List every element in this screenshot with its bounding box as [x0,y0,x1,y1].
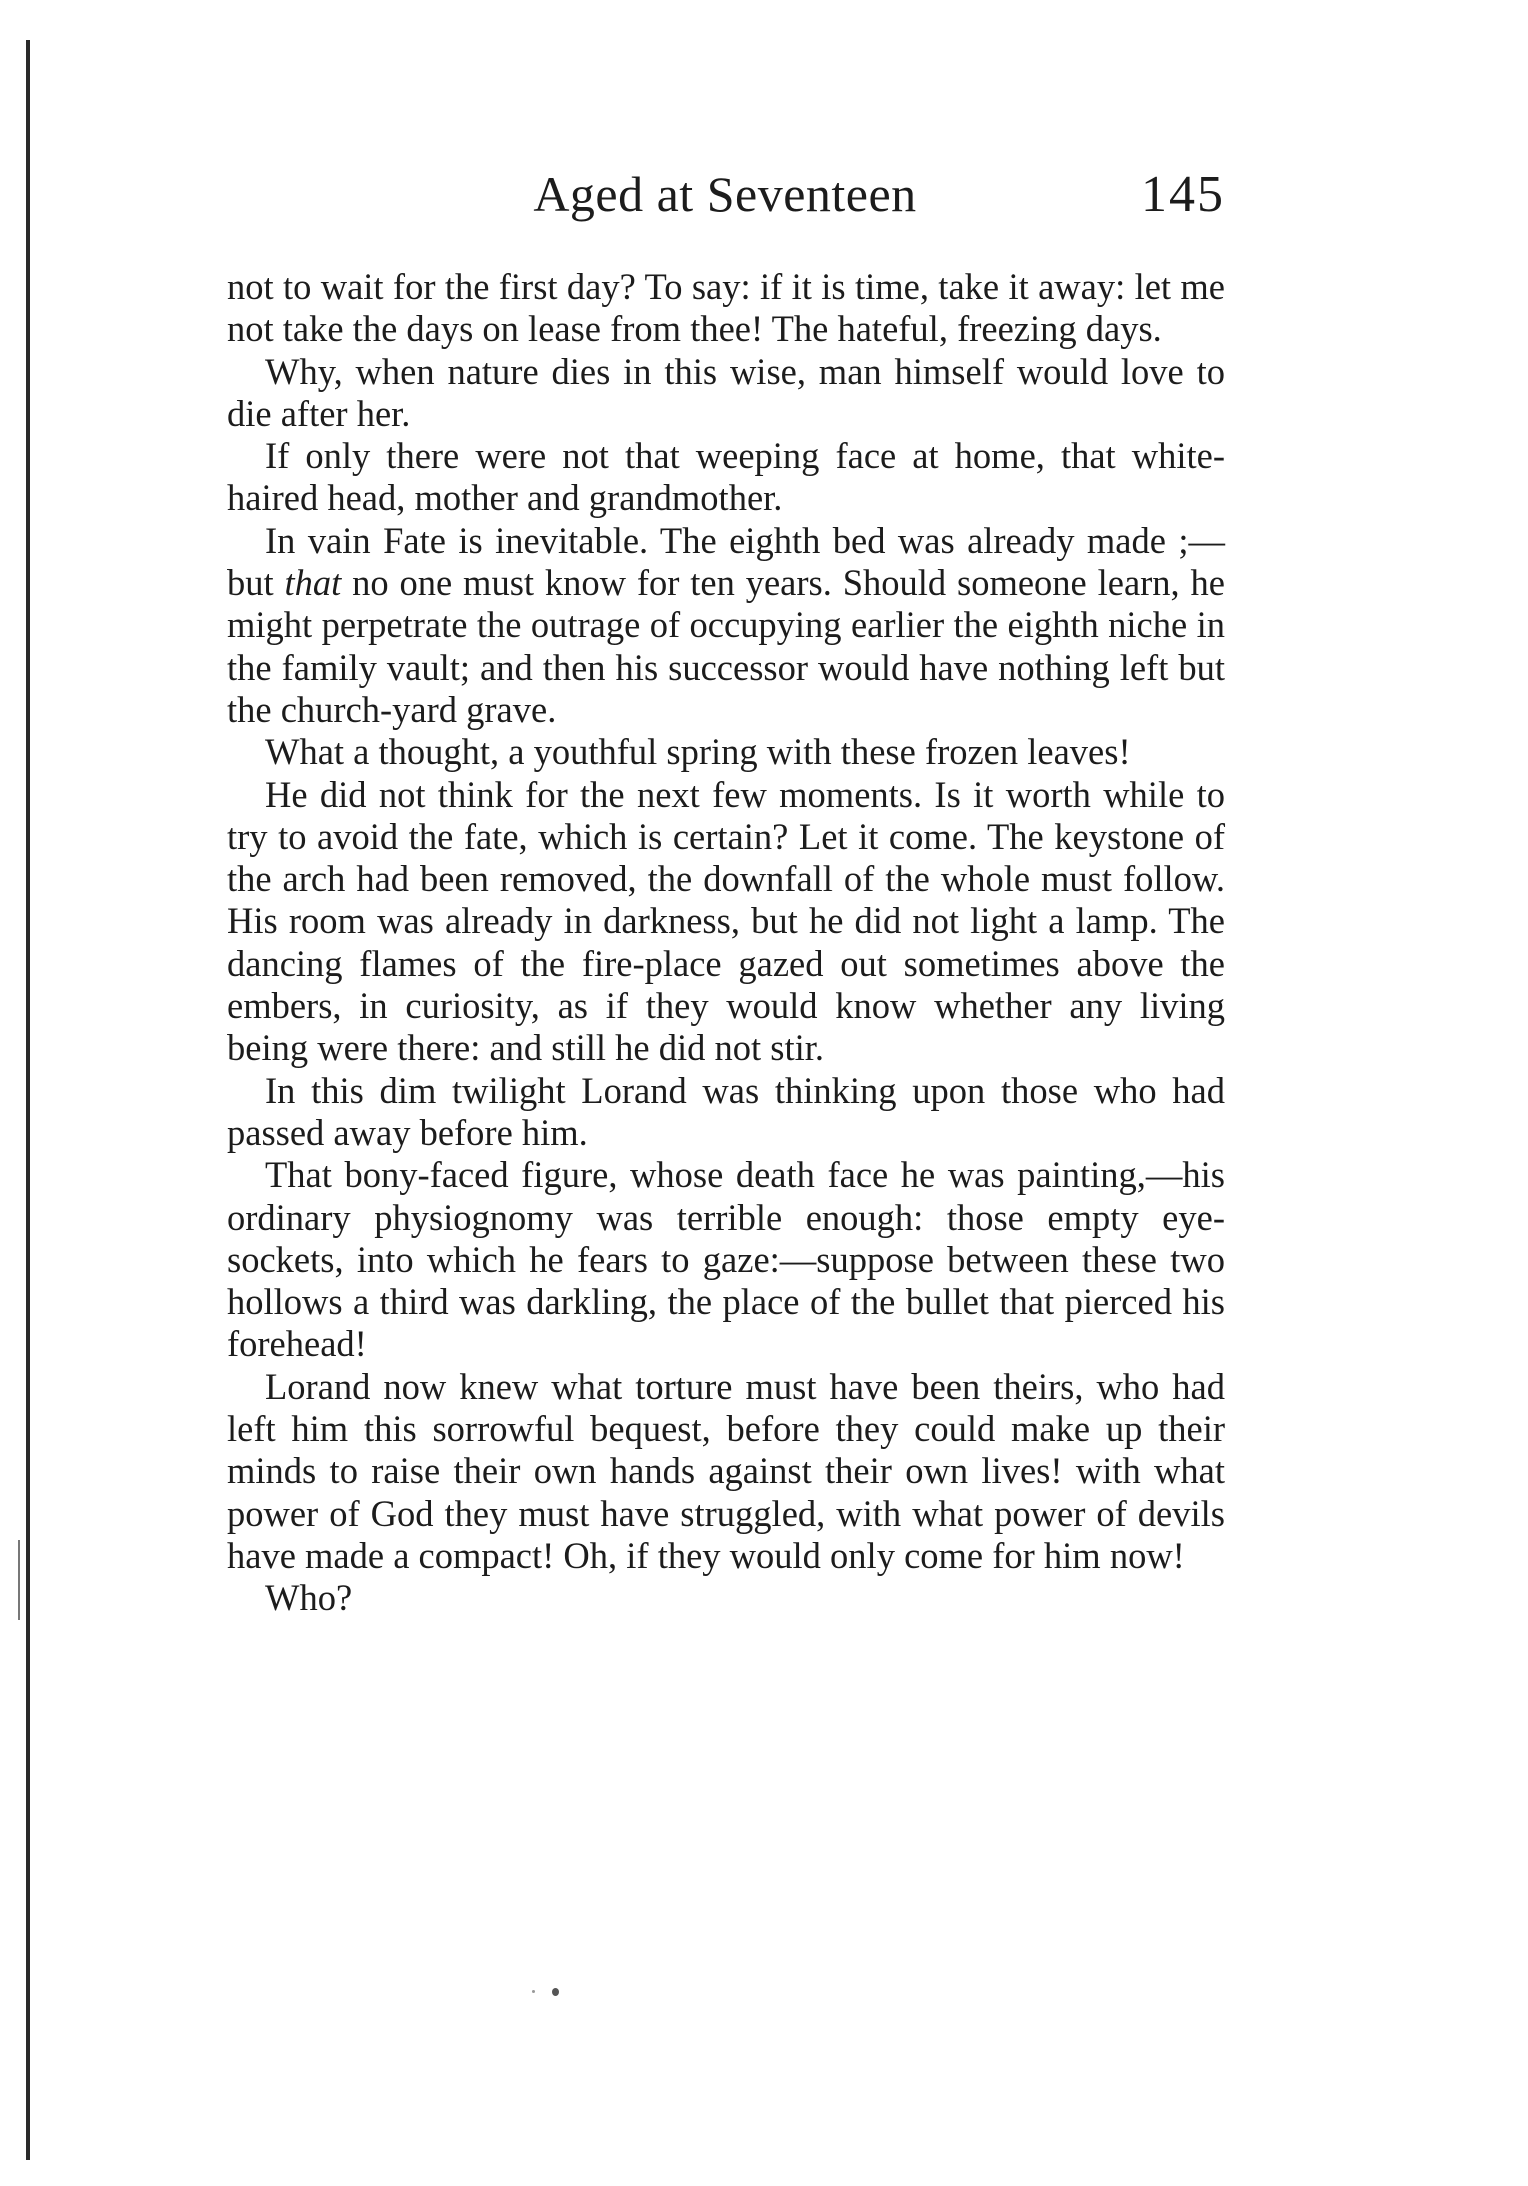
paragraph [227,520,1225,731]
italic-word: that [284,562,342,604]
paragraph: not to wait for the first day? To say: if it is time, take it away: let me not take the days on lease from thee! The hateful, freezing days. [227,266,1225,350]
page-edge-mark [18,1540,20,1620]
paragraph: He did not think for the next few moments. Is it worth while to try to avoid the fate, which is certain? Let it come. The keystone of the arch had been removed, the downfall of the whole must follow. His room was already in darkness, but he did not light a lamp. The dancing flames of the fire-place gazed out sometimes above the embers, in curiosity, as if they would know whether any living being were there: and still he did not stir. [227,773,1225,1069]
running-title: Aged at Seventeen [533,166,917,222]
body-text [227,266,1225,1620]
paragraph: In this dim twilight Lorand was thinking upon those who had passed away before him. [227,1069,1225,1153]
page-edge-rule [26,40,30,2160]
paragraph: Who? [265,1577,353,1619]
paragraph: If only there were not that weeping face at home, that white-haired head, mother and grandmother. [227,435,1225,519]
paragraph-text: no one must know for ten years. Should someone learn, he might perpetrate the outrage of occupying earlier the eighth niche in the family vault; and then his successor would have nothing left but the church-yard grave. [227,562,1225,730]
paragraph: That bony-faced figure, whose death face he was painting,—his ordinary physiognomy was terrible enough: those empty eye-sockets, into which he fears to gaze:—suppose between these two hollows a third was darkling, the place of the bullet that pierced his forehead! [227,1154,1225,1365]
paragraph: Lorand now knew what torture must have been theirs, who had left him this sorrowful bequest, before they could make up their minds to raise their own hands against their own lives! with what power of God they must have struggled, with what power of devils have made a compact! Oh, if they would only come for him now! [227,1365,1225,1576]
page-header [225,165,1225,235]
page-number: 145 [1141,166,1225,223]
ink-speck [532,1990,535,1993]
paragraph-text: In vain Fate is inevitable. The eighth bed was already made ;—but [227,519,1225,604]
paragraph: Why, when nature dies in this wise, man himself would love to die after her. [227,350,1225,434]
ink-speck [552,1988,559,1996]
paragraph: What a thought, a youthful spring with these frozen leaves! [265,731,1131,773]
